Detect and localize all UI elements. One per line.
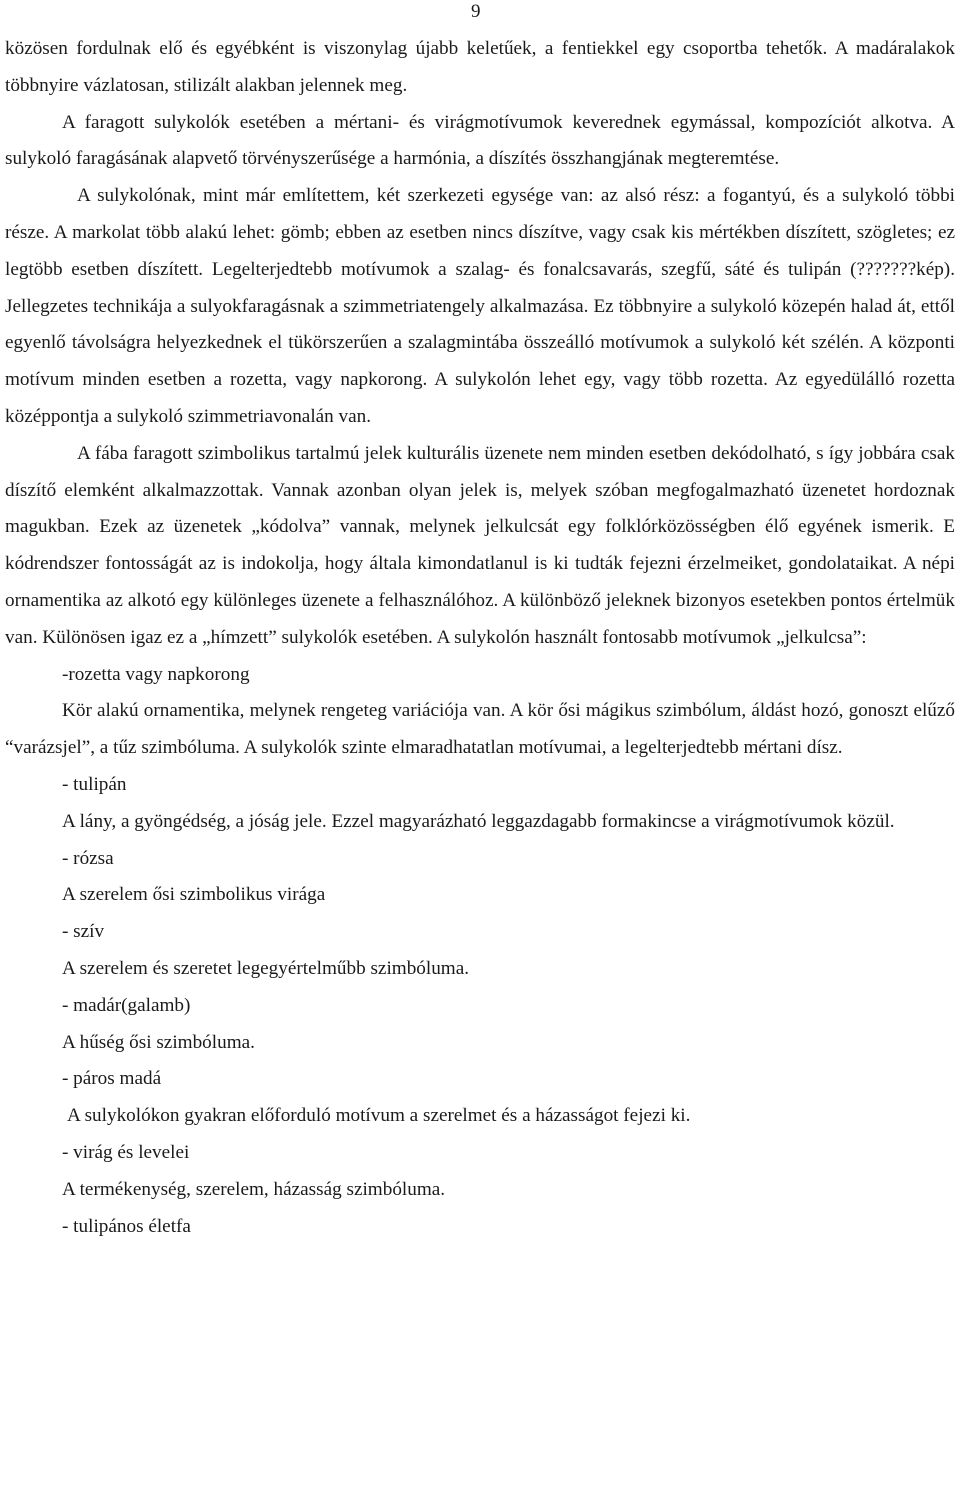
symbol-label-eletfa: - tulipános életfa [62,1215,191,1237]
document-body [5,31,955,1245]
paragraph-3: A fába faragott szimbolikus tartalmú jelek kulturális üzenete nem minden esetben dekódolható, s így jobbára csak díszítő elemként alkalmazzottak. Vannak azonban olyan jelek is, melyek szóban megfogalmazható üzenetet hordoznak magukban. Ezek az üzenetek „kódolva” vannak, melynek jelkulcsát egy folklórközösségben élő egyének ismerik. E kódrendszer fontosságát az is indokolja, hogy általa kimondatlanul is ki tudták fejezni érzelmeiket, gondolataikat. A népi ornamentika az alkotó egy különleges üzenete a felhasználóhoz. A különböző jeleknek bizonyos esetekben pontos értelmük van. Különösen igaz ez a „hímzett” sulykolók esetében. A sulykolón használt fontosabb motívumok „jelkulcsa”: [5,442,955,648]
symbol-label-tulipan: - tulipán [62,773,127,795]
symbol-label-virag: - virág és levelei [62,1141,190,1163]
paragraph-0: közösen fordulnak elő és egyébként is viszonylag újabb keletűek, a fentiekkel egy csoportba tehetők. A madáralakok többnyire vázlatosan, stilizált alakban jelennek meg. [5,38,955,96]
symbol-desc-virag: A termékenység, szerelem, házasság szimbóluma. [62,1178,446,1200]
symbol-label-madar: - madár(galamb) [62,994,191,1016]
symbol-label-rozsa: - rózsa [62,847,114,869]
symbol-list [5,657,955,1246]
symbol-desc-rozsa: A szerelem ősi szimbolikus virága [62,884,326,906]
page-number: 9 [471,1,481,22]
paragraph-2: A sulykolónak, mint már említettem, két szerkezeti egysége van: az alsó rész: a fogantyú, és a sulykoló többi része. A markolat több alakú lehet: gömb; ebben az esetben nincs díszítve, vagy csak kis mértékben díszített, szögletes; ez legtöbb esetben díszített. Legelterjedtebb motívumok a szalag- és fonalcsavarás, szegfű, sáté és tulipán (???????kép). Jellegzetes technikája a sulyokfaragásnak a szimmetriatengely alkalmazása. Ez többnyire a sulykoló közepén halad át, ettől egyenlő távolságra helyezkednek el tükörszerűen a szalagmintába összeálló motívumok a sulykoló két szélén. A központi motívum minden esetben a rozetta, vagy napkorong. A sulykolón lehet egy, vagy több rozetta. Az egyedülálló rozetta középpontja a sulykoló szimmetriavonalán van. [5,185,955,427]
symbol-label-rozetta: -rozetta vagy napkorong [62,663,250,685]
symbol-desc-rozetta: Kör alakú ornamentika, melynek rengeteg variációja van. A kör ősi mágikus szimbólum, áldást hozó, gonoszt elűző “varázsjel”, a tűz szimbóluma. A sulykolók szinte elmaradhatatlan motívumai, a legelterjedtebb mértani dísz. [5,700,955,759]
symbol-desc-paros-madar: A sulykolókon gyakran előforduló motívum a szerelmet és a házasságot fejezi ki. [67,1105,691,1127]
symbol-label-sziv: - szív [62,921,105,943]
symbol-label-paros-madar: - páros madá [62,1068,162,1090]
symbol-desc-madar: A hűség ősi szimbóluma. [62,1031,255,1053]
symbol-desc-tulipan: A lány, a gyöngédség, a jóság jele. Ezzel magyarázható leggazdagabb formakincse a virágmotívumok közül. [62,810,895,832]
symbol-desc-sziv: A szerelem és szeretet legegyértelműbb szimbóluma. [62,957,470,979]
paragraph-1: A faragott sulykolók esetében a mértani- és virágmotívumok keverednek egymással, kompozíciót alkotva. A sulykoló faragásának alapvető törvényszerűsége a harmónia, a díszítés összhangjának megteremtése. [5,111,955,170]
